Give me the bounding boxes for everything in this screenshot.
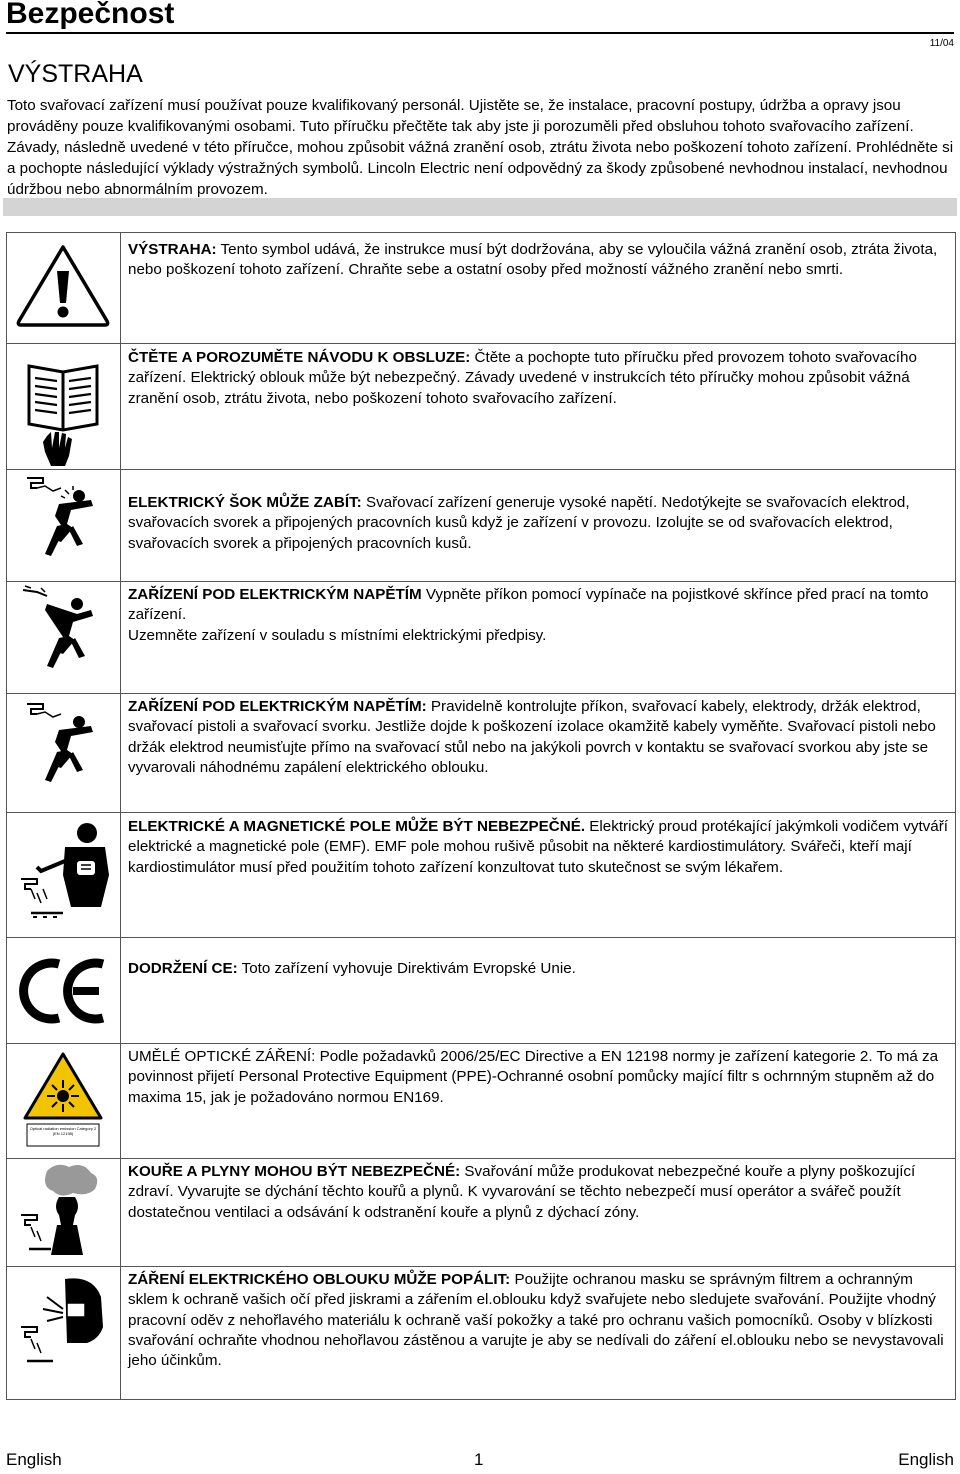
icon-cell <box>7 813 121 937</box>
section-body: Vypněte příkon pomocí vypínače na pojistkové skřínce před prací na tomto zařízení. <box>128 586 929 624</box>
section-title: ELEKTRICKÉ A MAGNETICKÉ POLE MŮŽE BÝT NEBEZPEČNÉ. <box>128 818 586 835</box>
safety-row <box>7 1043 955 1158</box>
footer-language-left: English <box>6 1450 62 1469</box>
safety-row <box>7 693 955 812</box>
live-equipment-shock-icon <box>7 694 119 812</box>
section-body: Tento symbol udává, že instrukce musí být dodržována, aby se vyloučila vážná zranění osob, ztráta života, nebo poškození tohoto zařízení. Chraňte sebe a ostatní osoby před možností vážného zranění nebo smrti. <box>128 241 938 279</box>
section-text <box>121 582 955 693</box>
icon-cell <box>7 233 121 343</box>
section-text <box>121 938 955 1043</box>
read-manual-icon <box>7 344 119 469</box>
section-title: KOUŘE A PLYNY MOHOU BÝT NEBEZPEČNÉ: <box>128 1163 461 1180</box>
icon-cell <box>7 1159 121 1266</box>
intro-separator <box>3 198 957 216</box>
safety-table <box>6 232 956 1400</box>
section-text <box>121 233 955 343</box>
document-code: 11/04 <box>929 38 954 49</box>
section-text <box>121 813 955 937</box>
safety-row <box>7 1158 955 1266</box>
section-body: Použijte ochranou masku se správným filtrem a ochranným sklem k ochraně vašich očí před jiskrami a zářením el.oblouku když svařujete nebo sledujete svařování. Použijte vhodný pracovní oděv z nehořlavého materiálu k ochraně vaší pokožky a také pro ochranu vašich pomocníků. Osoby v blízkosti svařování ochraňte vhodnou nehořlavou zástěnou a varujte je aby se nedívali do záření el.oblouku nebo se nevystavovali jeho účinkům. <box>128 1271 944 1370</box>
section-title: ELEKTRICKÝ ŠOK MŮŽE ZABÍT: <box>128 494 362 511</box>
footer-page-number: 1 <box>474 1450 484 1469</box>
section-title: VÝSTRAHA: <box>128 241 217 258</box>
section-body: Svařovací zařízení generuje vysoké napětí. Nedotýkejte se svařovacích elektrod, svařovacích svorek a připojených pracovních kusů když je zařízení v provozu. Izolujte se od svařovacích elektrod, svařovacích svorek a připojených pracovních kusů. <box>128 494 910 552</box>
safety-row <box>7 581 955 693</box>
section-body: Pravidelně kontrolujte příkon, svařovací kabely, elektrody, držák elektrod, svařovací pistoli a svařovací svorku. Jestliže dojde k poškození izolace okamžitě kabely vyměňte. Svařovací pistoli nebo držák elektrod neumisťujte přímo na svařovací stůl nebo na jakýkoli povrch v kontaktu se svařovací svorkou aby jste se vyvarovali náhodnému zapálení elektrického oblouku. <box>128 698 936 776</box>
safety-row <box>7 1266 955 1399</box>
warning-triangle-icon <box>7 233 119 343</box>
section-title: ZAŘÍZENÍ POD ELEKTRICKÝM NAPĚTÍM: <box>128 698 427 715</box>
section-text <box>121 1267 955 1399</box>
section-title: DODRŽENÍ CE: <box>128 960 238 977</box>
title-rule <box>6 32 954 34</box>
arc-rays-icon <box>7 1267 119 1399</box>
section-text <box>121 1159 955 1266</box>
icon-cell <box>7 938 121 1043</box>
page-title: Bezpečnost <box>6 0 175 30</box>
icon-cell <box>7 344 121 469</box>
section-title: ZAŘÍZENÍ POD ELEKTRICKÝM NAPĚTÍM <box>128 586 422 603</box>
live-equipment-icon <box>7 582 119 693</box>
section-text <box>121 470 955 581</box>
section-text <box>121 694 955 812</box>
safety-row <box>7 343 955 469</box>
section-text <box>121 1044 955 1158</box>
icon-cell <box>7 1267 121 1399</box>
icon-cell <box>7 1044 121 1158</box>
section-text <box>121 344 955 469</box>
safety-row <box>7 469 955 581</box>
safety-row <box>7 233 955 343</box>
intro-paragraph: Toto svařovací zařízení musí používat pouze kvalifikovaný personál. Ujistěte se, že instalace, pracovní postupy, údržba a opravy jsou prováděny pouze kvalifikovanými osobami. Tuto příručku přečtěte tak aby jste ji porozuměli před obsluhou tohoto svařovacího zařízení. Závady, následně uvedené v této příručce, mohou způsobit vážná zranění osob, ztrátu života nebo poškození tohoto zařízení. Prohlédněte si a pochopte následující výklady výstražných symbolů. Lincoln Electric není odpovědný za škody způsobené nevhodnou instalací, nevhodnou údržbou nebo abnormálním provozem. <box>7 97 954 198</box>
emf-pacemaker-icon <box>7 813 119 937</box>
section-body: Toto zařízení vyhovuje Direktivám Evropské Unie. <box>237 960 576 977</box>
footer-language-right: English <box>898 1450 954 1469</box>
section-body-extra: Uzemněte zařízení v souladu s místními elektrickými předpisy. <box>128 626 547 644</box>
section-title: ZÁŘENÍ ELEKTRICKÉHO OBLOUKU MŮŽE POPÁLIT: <box>128 1271 511 1288</box>
optical-radiation-label: Optical radiation emission Category 2 (EN 12198) <box>29 1126 97 1136</box>
warning-heading: VÝSTRAHA <box>8 60 143 88</box>
section-body: Elektrický proud protékající jakýmkoli vodičem vytváří elektrické a magnetické pole (EMF). EMF pole mohou rušivě působit na některé kardiostimulátory. Svářeči, kteří mají kardiostimulátor musí před použitím tohoto zařízení konzultovat tuto skutečnost se svým lékařem. <box>128 818 948 876</box>
icon-cell <box>7 470 121 581</box>
section-body: UMĚLÉ OPTICKÉ ZÁŘENÍ: Podle požadavků 2006/25/EC Directive a EN 12198 normy je zařízení kategorie 2. To má za povinnost přijetí Personal Protective Equipment (PPE)-Ochranné osobní pomůcky mající filtr s ochrnným stupněm až do maxima 15, jak je požadováno normou EN169. <box>128 1048 939 1106</box>
icon-cell <box>7 694 121 812</box>
section-body: Svařování může produkovat nebezpečné kouře a plyny poškozující zdraví. Vyvarujte se dýchání těchto kouřů a plynů. K vyvarování se těchto nebezpečí musí operátor a svářeč použít dostatečnou ventilaci a odsávání k odstranění kouře a plynů z dýchací zóny. <box>128 1163 916 1221</box>
ce-mark-icon <box>7 938 119 1043</box>
optical-radiation-icon <box>7 1044 119 1158</box>
safety-row <box>7 937 955 1043</box>
electric-shock-icon <box>7 470 119 581</box>
section-body: Čtěte a pochopte tuto příručku před provozem tohoto svařovacího zařízení. Elektrický oblouk může být nebezpečný. Závady uvedené v instrukcích této příručky mohou způsobit vážná zranění osob, ztrátu života, nebo poškození tohoto svařovacího zařízení. <box>128 349 917 407</box>
fumes-gases-icon <box>7 1159 119 1266</box>
icon-cell <box>7 582 121 693</box>
safety-row <box>7 812 955 937</box>
section-title: ČTĚTE A POROZUMĚTE NÁVODU K OBSLUZE: <box>128 349 471 366</box>
